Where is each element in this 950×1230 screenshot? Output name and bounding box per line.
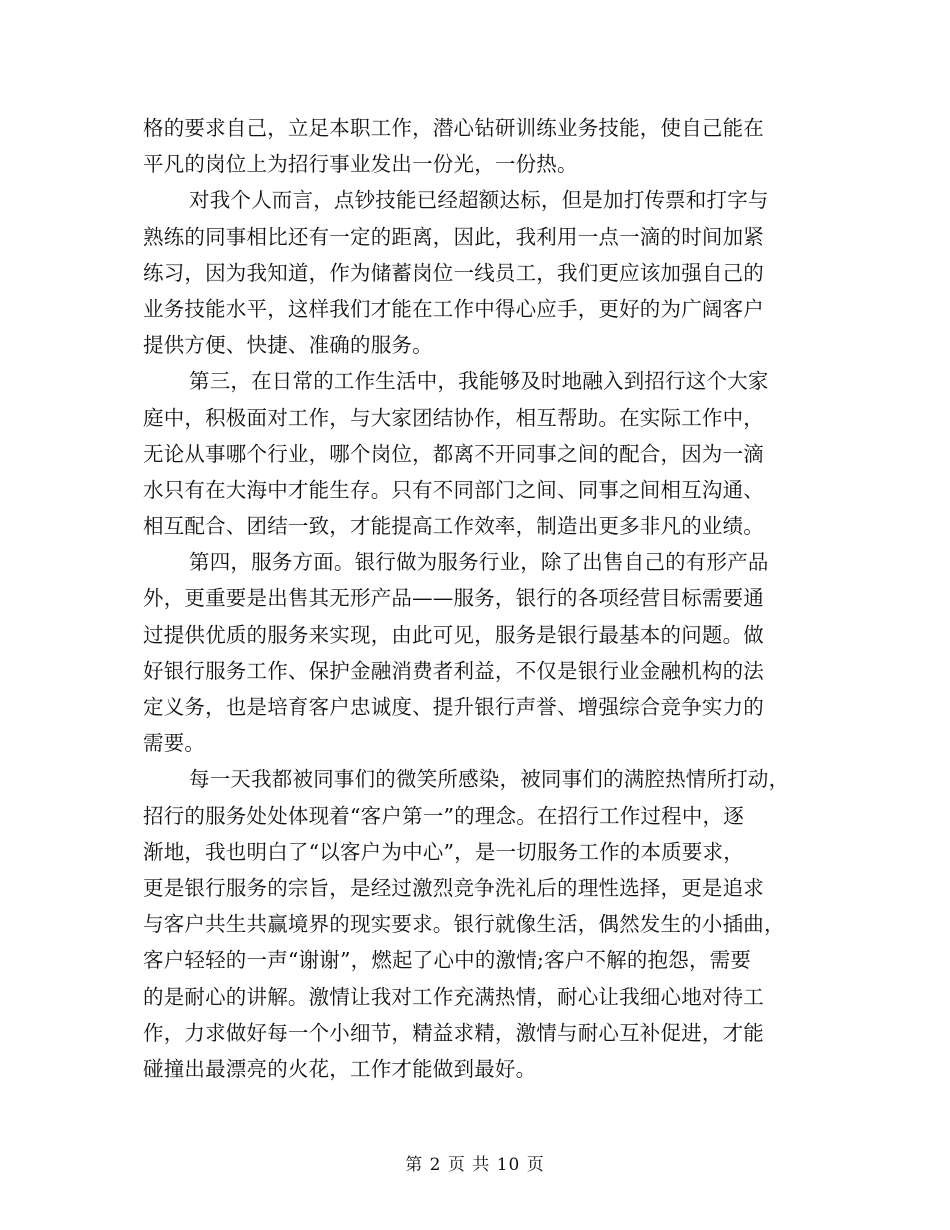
text-line: 客户轻轻的一声“谢谢”，燃起了心中的激情;客户不解的抱怨，需要 <box>143 948 752 973</box>
text-line: 碰撞出最漂亮的火花，工作才能做到最好。 <box>143 1056 537 1081</box>
paragraph <box>143 544 813 761</box>
text-line: 相互配合、团结一致，才能提高工作效率，制造出更多非凡的业绩。 <box>143 514 764 539</box>
text-line: 作，力求做好每一个小细节，精益求精，激情与耐心互补促进，才能 <box>143 1020 764 1045</box>
text-line: 练习，因为我知道，作为储蓄岗位一线员工，我们更应该加强自己的 <box>143 260 764 285</box>
text-line: 平凡的岗位上为招行事业发出一份光，一份热。 <box>143 152 578 177</box>
body-text <box>143 110 813 1087</box>
text-line: 庭中，积极面对工作，与大家团结协作，相互帮助。在实际工作中， <box>143 405 764 430</box>
paragraph <box>143 182 813 363</box>
text-line: 定义务，也是培育客户忠诚度、提升银行声誉、增强综合竞争实力的 <box>143 695 764 719</box>
text-line: 第四，服务方面。银行做为服务行业，除了出售自己的有形产品 <box>189 550 769 575</box>
text-line: 招行的服务处处体现着“客户第一”的理念。在招行工作过程中，逐 <box>143 803 744 828</box>
text-line: 提供方便、快捷、准确的服务。 <box>143 333 433 358</box>
text-line: 熟练的同事相比还有一定的距离，因此，我利用一点一滴的时间加紧 <box>143 224 764 249</box>
text-line: 每一天我都被同事们的微笑所感染，被同事们的满腔热情所打动， <box>189 767 790 792</box>
text-line: 水只有在大海中才能生存。只有不同部门之间、同事之间相互沟通、 <box>143 477 764 502</box>
text-line: 过提供优质的服务来实现，由此可见，服务是银行最基本的问题。做 <box>143 622 764 647</box>
text-line: 外，更重要是出售其无形产品——服务，银行的各项经营目标需要通 <box>143 586 764 611</box>
text-line: 需要。 <box>143 731 206 756</box>
text-line: 格的要求自己，立足本职工作，潜心钻研训练业务技能，使自己能在 <box>143 116 764 140</box>
text-line: 更是银行服务的宗旨，是经过激烈竞争洗礼后的理性选择，更是追求 <box>143 875 764 900</box>
paragraph <box>143 363 813 544</box>
paragraph <box>143 761 813 1087</box>
text-line: 第三，在日常的工作生活中，我能够及时地融入到招行这个大家 <box>189 369 769 394</box>
text-line: 无论从事哪个行业，哪个岗位，都离不开同事之间的配合，因为一滴 <box>143 441 764 466</box>
text-line: 对我个人而言，点钞技能已经超额达标，但是加打传票和打字与 <box>189 188 769 213</box>
text-line: 业务技能水平，这样我们才能在工作中得心应手，更好的为广阔客户 <box>143 296 764 321</box>
paragraph <box>143 110 813 182</box>
text-line: 与客户共生共赢境界的现实要求。银行就像生活，偶然发生的小插曲， <box>143 912 785 937</box>
text-line: 的是耐心的讲解。激情让我对工作充满热情，耐心让我细心地对待工 <box>143 984 764 1009</box>
text-line: 渐地，我也明白了“以客户为中心”，是一切服务工作的本质要求， <box>143 839 744 864</box>
page-footer: 第 2 页 共 10 页 <box>405 1155 545 1175</box>
text-line: 好银行服务工作、保护金融消费者利益，不仅是银行业金融机构的法 <box>143 658 764 683</box>
